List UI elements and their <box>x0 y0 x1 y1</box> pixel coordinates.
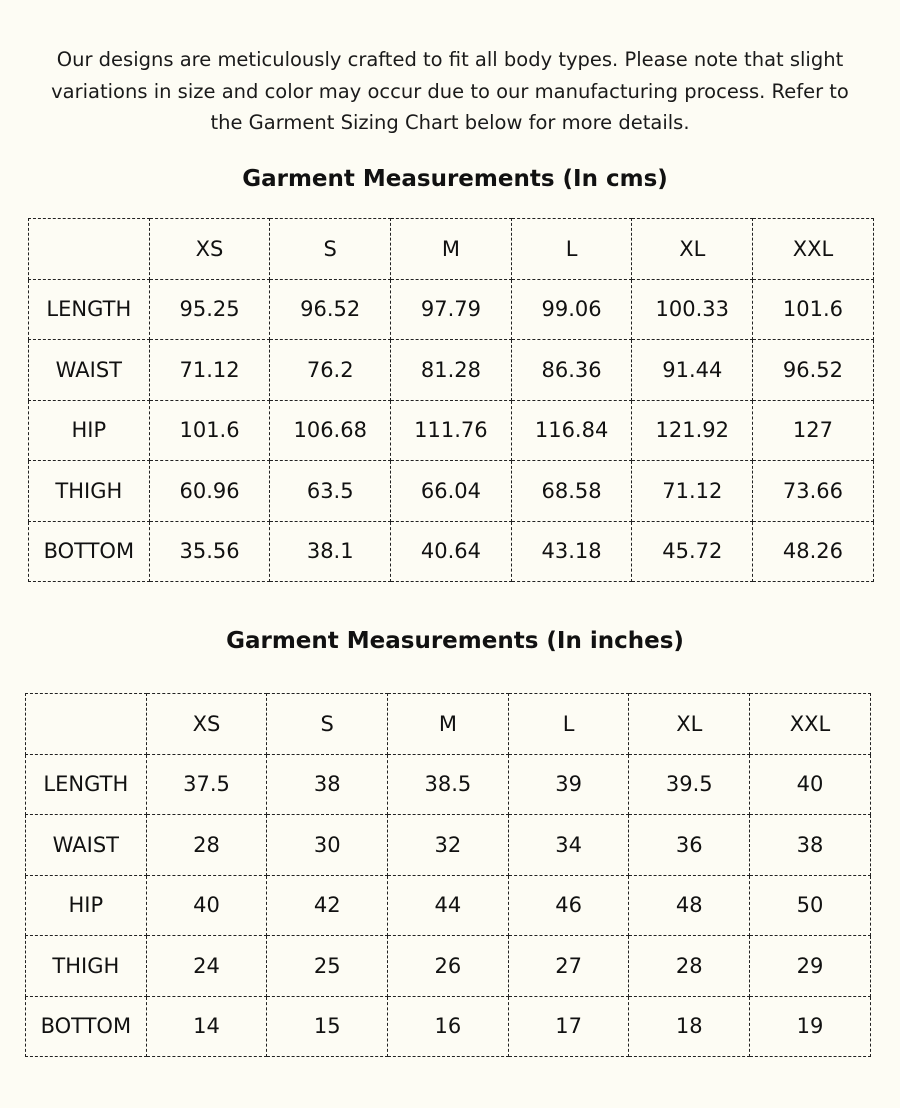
measurement-value: 66.04 <box>391 461 512 522</box>
cms-size-table <box>28 218 874 582</box>
size-header-xs: XS <box>149 219 270 280</box>
measurement-value: 27 <box>508 936 629 997</box>
measurement-value: 116.84 <box>511 400 632 461</box>
size-header-s: S <box>270 219 391 280</box>
measurement-value: 40 <box>750 754 871 815</box>
measurement-value: 111.76 <box>391 400 512 461</box>
measurement-value: 26 <box>388 936 509 997</box>
measurement-value: 48 <box>629 875 750 936</box>
measurement-value: 42 <box>267 875 388 936</box>
measurement-value: 46 <box>508 875 629 936</box>
measurement-value: 16 <box>388 996 509 1057</box>
measurement-row-hip <box>26 875 871 936</box>
measurement-row-length <box>26 754 871 815</box>
measurement-label: THIGH <box>26 936 147 997</box>
measurement-row-thigh <box>26 936 871 997</box>
measurement-value: 24 <box>146 936 267 997</box>
measurement-label: LENGTH <box>29 279 150 340</box>
measurement-value: 19 <box>750 996 871 1057</box>
size-header-xl: XL <box>632 219 753 280</box>
measurement-value: 28 <box>146 815 267 876</box>
corner-cell <box>26 694 147 755</box>
size-header-xs: XS <box>146 694 267 755</box>
measurement-value: 44 <box>388 875 509 936</box>
measurement-value: 35.56 <box>149 521 270 582</box>
measurement-value: 15 <box>267 996 388 1057</box>
measurement-value: 14 <box>146 996 267 1057</box>
measurement-label: HIP <box>29 400 150 461</box>
measurement-value: 96.52 <box>753 340 874 401</box>
measurement-label: WAIST <box>29 340 150 401</box>
measurement-value: 17 <box>508 996 629 1057</box>
measurement-row-bottom <box>29 521 874 582</box>
measurement-row-waist <box>29 340 874 401</box>
measurement-value: 38 <box>750 815 871 876</box>
measurement-value: 18 <box>629 996 750 1057</box>
measurement-value: 30 <box>267 815 388 876</box>
measurement-value: 36 <box>629 815 750 876</box>
measurement-value: 43.18 <box>511 521 632 582</box>
corner-cell <box>29 219 150 280</box>
inches-table-title: Garment Measurements (In inches) <box>226 628 684 654</box>
size-header-m: M <box>391 219 512 280</box>
size-header-xxl: XXL <box>750 694 871 755</box>
measurement-label: BOTTOM <box>26 996 147 1057</box>
measurement-value: 38.1 <box>270 521 391 582</box>
measurement-label: LENGTH <box>26 754 147 815</box>
measurement-value: 39.5 <box>629 754 750 815</box>
measurement-value: 101.6 <box>753 279 874 340</box>
measurement-row-bottom <box>26 996 871 1057</box>
measurement-value: 40 <box>146 875 267 936</box>
measurement-label: HIP <box>26 875 147 936</box>
measurement-row-hip <box>29 400 874 461</box>
measurement-value: 71.12 <box>632 461 753 522</box>
measurement-value: 91.44 <box>632 340 753 401</box>
measurement-row-length <box>29 279 874 340</box>
measurement-value: 34 <box>508 815 629 876</box>
measurement-value: 60.96 <box>149 461 270 522</box>
size-header-l: L <box>511 219 632 280</box>
intro-line: variations in size and color may occur due to our manufacturing process. Refer to <box>51 79 849 103</box>
cms-table-title: Garment Measurements (In cms) <box>242 166 668 192</box>
inches-size-table <box>25 693 871 1057</box>
measurement-value: 39 <box>508 754 629 815</box>
measurement-value: 71.12 <box>149 340 270 401</box>
measurement-value: 127 <box>753 400 874 461</box>
size-header-l: L <box>508 694 629 755</box>
measurement-row-thigh <box>29 461 874 522</box>
measurement-value: 28 <box>629 936 750 997</box>
measurement-value: 29 <box>750 936 871 997</box>
measurement-value: 38.5 <box>388 754 509 815</box>
measurement-value: 106.68 <box>270 400 391 461</box>
measurement-value: 37.5 <box>146 754 267 815</box>
measurement-value: 73.66 <box>753 461 874 522</box>
intro-line: Our designs are meticulously crafted to fit all body types. Please note that slight <box>56 48 844 71</box>
size-header-xl: XL <box>629 694 750 755</box>
measurement-value: 38 <box>267 754 388 815</box>
measurement-value: 76.2 <box>270 340 391 401</box>
intro-line: the Garment Sizing Chart below for more details. <box>210 111 690 134</box>
measurement-value: 100.33 <box>632 279 753 340</box>
measurement-value: 97.79 <box>391 279 512 340</box>
measurement-label: THIGH <box>29 461 150 522</box>
measurement-value: 45.72 <box>632 521 753 582</box>
header-row <box>26 694 871 755</box>
measurement-value: 63.5 <box>270 461 391 522</box>
measurement-value: 121.92 <box>632 400 753 461</box>
measurement-value: 81.28 <box>391 340 512 401</box>
measurement-value: 25 <box>267 936 388 997</box>
measurement-value: 99.06 <box>511 279 632 340</box>
measurement-value: 50 <box>750 875 871 936</box>
measurement-value: 48.26 <box>753 521 874 582</box>
measurement-value: 32 <box>388 815 509 876</box>
measurement-value: 96.52 <box>270 279 391 340</box>
size-header-xxl: XXL <box>753 219 874 280</box>
intro-paragraph <box>40 44 860 139</box>
measurement-value: 95.25 <box>149 279 270 340</box>
header-row <box>29 219 874 280</box>
measurement-value: 86.36 <box>511 340 632 401</box>
size-header-m: M <box>388 694 509 755</box>
size-header-s: S <box>267 694 388 755</box>
measurement-label: WAIST <box>26 815 147 876</box>
measurement-value: 40.64 <box>391 521 512 582</box>
measurement-row-waist <box>26 815 871 876</box>
measurement-value: 101.6 <box>149 400 270 461</box>
measurement-label: BOTTOM <box>29 521 150 582</box>
measurement-value: 68.58 <box>511 461 632 522</box>
